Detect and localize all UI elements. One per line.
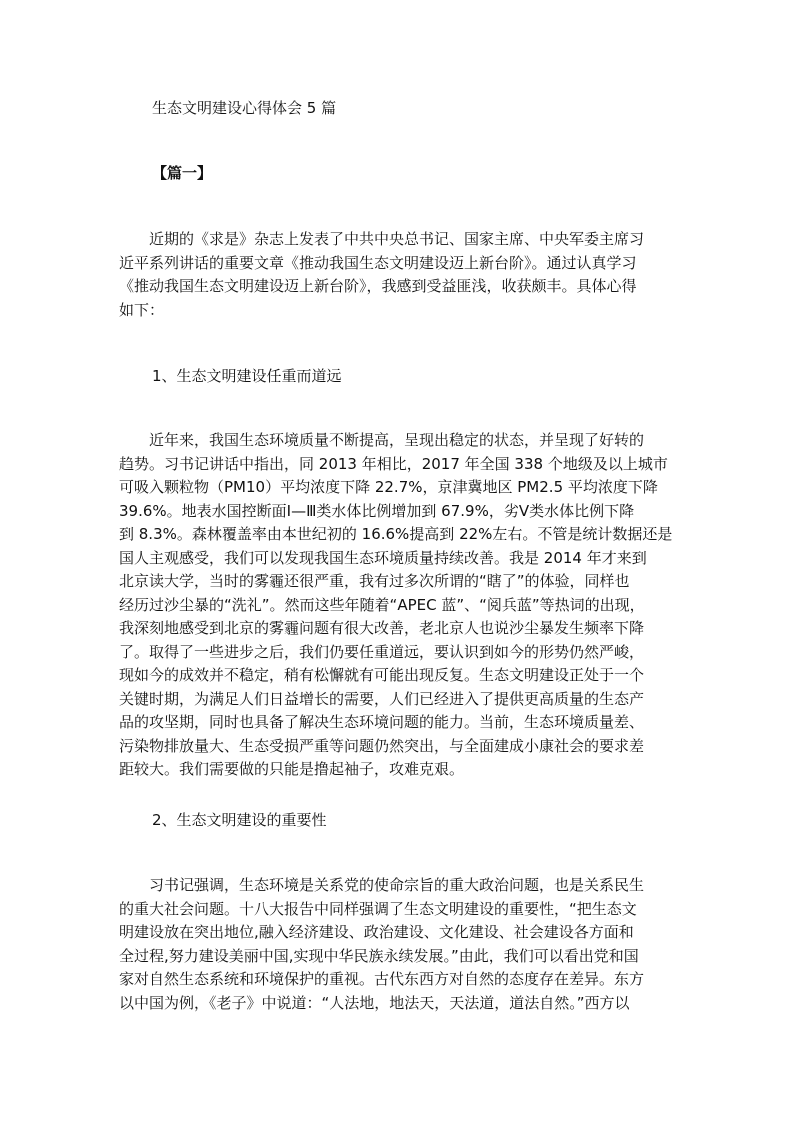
section-1-paragraph: [119, 429, 682, 782]
paragraph-line: 品的攻坚期，同时也具备了解决生态环境问题的能力。当前，生态环境质量差、: [119, 713, 645, 731]
paragraph-line: 现如今的成效并不稳定，稍有松懈就有可能出现反复。生态文明建设正处于一个: [119, 666, 645, 684]
section-2-heading: 2、生态文明建设的重要性: [152, 811, 327, 829]
paragraph-line: 39.6%。地表水国控断面Ⅰ—Ⅲ类水体比例增加到 67.9%，劣Ⅴ类水体比例下降: [119, 501, 635, 520]
paragraph-line: 北京读大学，当时的雾霾还很严重，我有过多次所谓的“瞎了”的体验，同样也: [119, 572, 630, 590]
paragraph-line: 距较大。我们需要做的只能是撸起袖子，攻难克艰。: [119, 760, 465, 778]
paragraph-line: 国人主观感受，我们可以发现我国生态环境质量持续改善。我是 2014 年才来到: [119, 548, 647, 567]
section-1-heading: 1、生态文明建设任重而道远: [152, 367, 342, 385]
paragraph-line: 到 8.3%。森林覆盖率由本世纪初的 16.6%提高到 22%左右。不管是统计数据还是: [119, 525, 673, 543]
paragraph-line: 的重大社会问题。十八大报告中同样强调了生态文明建设的重要性，“把生态文: [119, 899, 637, 918]
paragraph-line: 近年来，我国生态环境质量不断提高，呈现出稳定的状态，并呈现了好转的: [119, 431, 645, 449]
document-title: 生态文明建设心得体会 5 篇: [152, 99, 337, 117]
paragraph-line: 趋势。习书记讲话中指出，同 2013 年相比，2017 年全国 338 个地级及以上城市: [119, 454, 668, 473]
paragraph-line: 家对自然生态系统和环境保护的重视。古代东西方对自然的态度存在差异。东方: [119, 970, 645, 988]
paragraph-line: 《推动我国生态文明建设迈上新台阶》，我感到受益匪浅，收获颇丰。具体心得: [119, 277, 637, 295]
part-label: 【篇一】: [152, 164, 213, 182]
paragraph-line: 污染物排放量大、生态受损严重等问题仍然突出，与全面建成小康社会的要求差: [119, 736, 645, 755]
paragraph-line: 经历过沙尘暴的“洗礼”。然而这些年随着“APEC 蓝”、“阅兵蓝”等热词的出现，: [119, 595, 645, 614]
intro-paragraph: [119, 228, 682, 322]
paragraph-line: 明建设放在突出地位,融入经济建设、政治建设、文化建设、社会建设各方面和: [119, 923, 634, 941]
paragraph-line: 全过程,努力建设美丽中国,实现中华民族永续发展。”由此，我们可以看出党和国: [119, 946, 639, 965]
paragraph-line: 我深刻地感受到北京的雾霾问题有很大改善，老北京人也说沙尘暴发生频率下降: [119, 619, 645, 637]
paragraph-line: 如下：: [119, 300, 165, 319]
paragraph-line: 以中国为例，《老子》中说道：“人法地，地法天，天法道，道法自然。”西方以: [119, 993, 630, 1012]
paragraph-line: 了。取得了一些进步之后，我们仍要任重道远，要认识到如今的形势仍然严峻，: [119, 642, 645, 661]
paragraph-line: 可吸入颗粒物（PM10）平均浓度下降 22.7%，京津冀地区 PM2.5 平均浓度下降: [119, 478, 658, 496]
paragraph-line: 习书记强调，生态环境是关系党的使命宗旨的重大政治问题，也是关系民生: [119, 876, 645, 894]
paragraph-line: 近平系列讲话的重要文章《推动我国生态文明建设迈上新台阶》。通过认真学习: [119, 253, 637, 272]
paragraph-line: 近期的《求是》杂志上发表了中共中央总书记、国家主席、中央军委主席习: [119, 230, 645, 248]
section-2-paragraph: [119, 874, 682, 1015]
paragraph-line: 关键时期，为满足人们日益增长的需要，人们已经进入了提供更高质量的生态产: [119, 689, 645, 708]
